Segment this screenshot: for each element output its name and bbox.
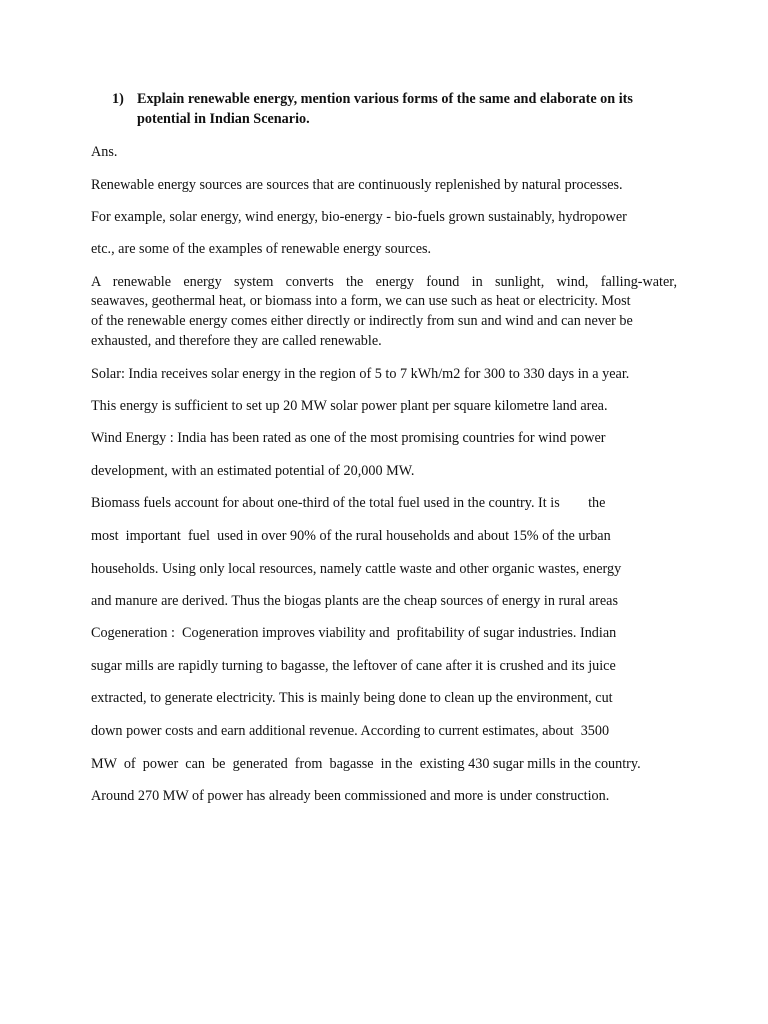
text-line: For example, solar energy, wind energy, bio-energy - bio-fuels grown sustainably, hydropower bbox=[91, 209, 627, 225]
text-line: etc., are some of the examples of renewable energy sources. bbox=[91, 241, 432, 257]
text-line: sugar mills are rapidly turning to bagasse, the leftover of cane after it is crushed and its juice bbox=[91, 658, 616, 674]
text-line: extracted, to generate electricity. This is mainly being done to clean up the environment, cut bbox=[91, 690, 613, 706]
text-line: This energy is sufficient to set up 20 MW solar power plant per square kilometre land area. bbox=[91, 398, 608, 414]
question-number: 1) bbox=[112, 91, 124, 107]
text-line: Solar: India receives solar energy in the region of 5 to 7 kWh/m2 for 300 to 330 days in a year. bbox=[91, 366, 630, 382]
text-line: exhausted, and therefore they are called renewable. bbox=[91, 333, 382, 349]
text-line: development, with an estimated potential of 20,000 MW. bbox=[91, 463, 415, 479]
text-line: Biomass fuels account for about one-third of the total fuel used in the country. It is the bbox=[91, 495, 606, 511]
text-line: Cogeneration : Cogeneration improves viability and profitability of sugar industries. Indian bbox=[91, 625, 617, 641]
answer-label: Ans. bbox=[91, 144, 118, 160]
question-line-1: Explain renewable energy, mention various forms of the same and elaborate on its bbox=[137, 91, 633, 107]
text-line: seawaves, geothermal heat, or biomass into a form, we can use such as heat or electricity. Most bbox=[91, 293, 631, 309]
text-line: MW of power can be generated from bagasse in the existing 430 sugar mills in the country. bbox=[91, 756, 641, 772]
text-line: of the renewable energy comes either directly or indirectly from sun and wind and can never be bbox=[91, 313, 633, 329]
text-line: most important fuel used in over 90% of the rural households and about 15% of the urban bbox=[91, 528, 611, 544]
text-line: Wind Energy : India has been rated as one of the most promising countries for wind power bbox=[91, 430, 606, 446]
text-line: Renewable energy sources are sources that are continuously replenished by natural processes. bbox=[91, 177, 623, 193]
text-line: and manure are derived. Thus the biogas plants are the cheap sources of energy in rural areas bbox=[91, 593, 618, 609]
text-line: A renewable energy system converts the energy found in sunlight, wind, falling-water, bbox=[91, 274, 677, 290]
question-line-2: potential in Indian Scenario. bbox=[137, 111, 310, 127]
text-line: down power costs and earn additional revenue. According to current estimates, about 3500 bbox=[91, 723, 610, 739]
text-line: Around 270 MW of power has already been commissioned and more is under construction. bbox=[91, 788, 610, 804]
text-line: households. Using only local resources, namely cattle waste and other organic wastes, energy bbox=[91, 561, 622, 577]
